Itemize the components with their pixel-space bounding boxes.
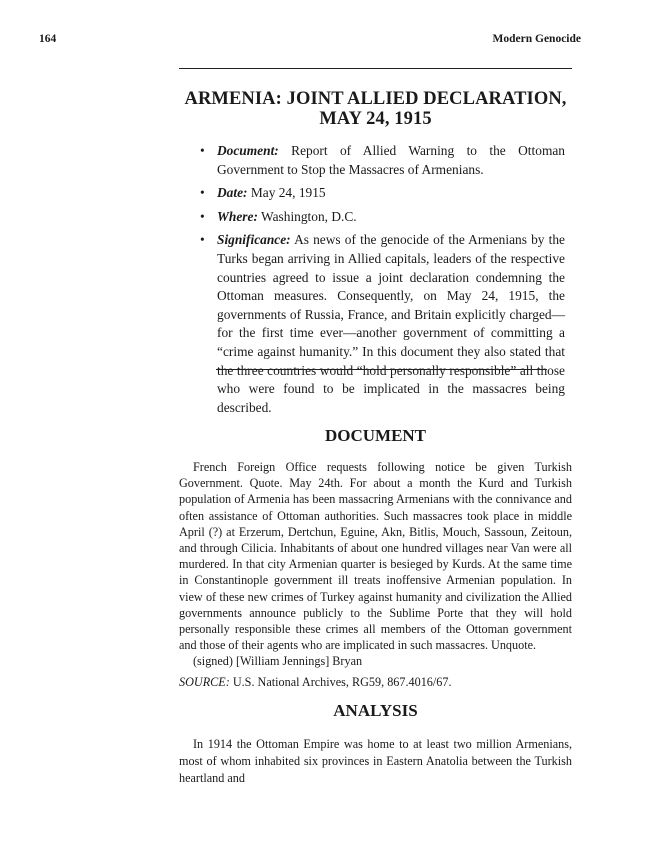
document-signature: (signed) [William Jennings] Bryan — [193, 654, 363, 669]
document-metadata-list — [199, 142, 565, 422]
source-label: SOURCE: — [179, 674, 230, 689]
document-paragraph: French Foreign Office requests following notice be given Turkish Government. Quote. May 24th. For about a month the Kurd and Turkish population of Armenia has been massacring Armenians with the connivance and often assistance of Ottoman authorities. Such massacres took place in middle April (?) at Erzerum, Dertchun, Eguine, Akn, Bitlis, Mouch, Sassoun, Zeitoun, and through Cilicia. Inhabitants of about one hundred villages near Van were all murdered. In that city Armenian quarter is besieged by Kurds. At the same time in Constantinople government ill treats inoffensive Armenian population. In view of these new crimes of Turkey against humanity and civilization the Allied governments announce publicly to the Sublime Porte that they will hold personally responsible these crimes all members of the Ottoman government and those of their agents who are implicated in such massacres. Unquote. — [179, 460, 572, 653]
running-header-title: Modern Genocide — [492, 33, 581, 45]
analysis-heading: ANALYSIS — [333, 701, 418, 720]
analysis-text — [179, 736, 572, 787]
metadata-value: As news of the genocide of the Armenians by the Turks began arriving in Allied capitals, leaders of the respective countries agreed to issue a joint declaration condemning the Ottoman measures. Consequently, on May 24, 1915, the governments of Russia, France, and Britain explicitly charged—for the first time ever—another government of committing a “crime against humanity.” In this document they also stated that the three countries would “hold personally responsible” all those who were found to be implicated in the massacres being described. — [217, 232, 565, 415]
metadata-item-document — [199, 142, 565, 179]
source-text: U.S. National Archives, RG59, 867.4016/67. — [229, 674, 452, 689]
page-number: 164 — [39, 33, 57, 45]
metadata-item-date — [199, 184, 565, 203]
chapter-title-line-1: ARMENIA: JOINT ALLIED DECLARATION, — [184, 89, 567, 109]
metadata-label: Where: — [217, 208, 258, 224]
top-rule — [179, 68, 572, 69]
metadata-label: Significance: — [217, 232, 291, 248]
metadata-item-where — [199, 208, 565, 227]
section-divider-rule — [216, 369, 547, 370]
bullet-icon: • — [200, 208, 205, 224]
chapter-title — [179, 89, 572, 129]
metadata-item-significance — [199, 231, 565, 417]
bullet-icon: • — [200, 185, 205, 201]
chapter-title-line-2: MAY 24, 1915 — [319, 109, 432, 129]
metadata-value: Report of Allied Warning to the Ottoman Government to Stop the Massacres of Armenians. — [217, 143, 565, 177]
document-source — [179, 674, 572, 690]
document-heading: DOCUMENT — [324, 426, 427, 445]
metadata-label: Date: — [217, 185, 248, 201]
bullet-icon: • — [200, 143, 205, 158]
bullet-icon: • — [200, 232, 205, 248]
analysis-paragraph: In 1914 the Ottoman Empire was home to at least two million Armenians, most of whom inhabited six provinces in Eastern Anatolia between the Turkish heartland and — [179, 737, 572, 785]
metadata-label: Document: — [217, 143, 279, 158]
document-text — [179, 459, 572, 690]
metadata-value: May 24, 1915 — [247, 185, 326, 201]
metadata-value: Washington, D.C. — [257, 208, 357, 224]
